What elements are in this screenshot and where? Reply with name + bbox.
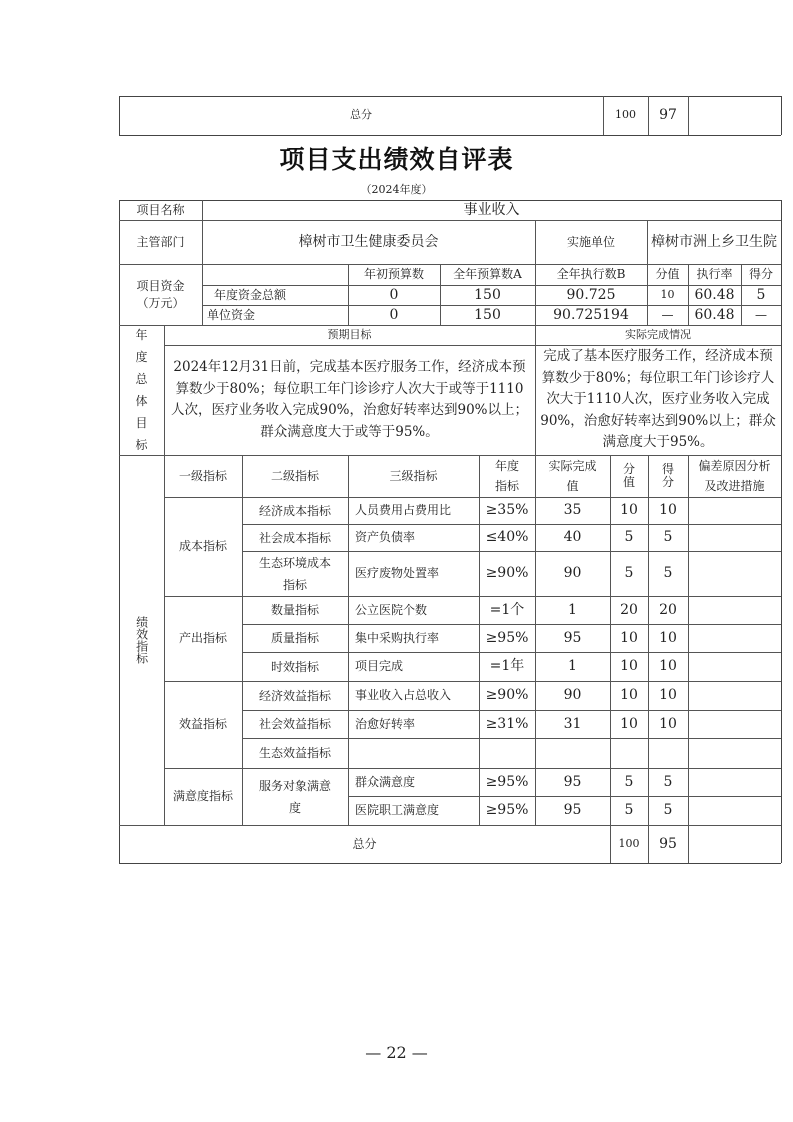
ind-header: 年度指标	[494, 459, 519, 493]
indicator-l2: 生态环境成本指标	[258, 555, 331, 592]
indicator-actual: 1	[568, 601, 577, 618]
level1-indicator: 满意度指标	[172, 789, 233, 804]
funds-cell: 90.725194	[553, 306, 629, 323]
funds-cell: 5	[756, 286, 766, 303]
funds-header: 执行率	[696, 267, 733, 282]
indicator-score: 20	[659, 601, 677, 618]
funds-cell: 150	[474, 286, 501, 303]
indicator-note	[688, 652, 781, 681]
indicator-l2: 服务对象满意度	[258, 778, 331, 815]
indicator-l3	[348, 738, 479, 768]
indicator-l2: 社会成本指标	[258, 530, 331, 545]
indicator-note	[688, 497, 781, 524]
total-weight: 100	[618, 836, 640, 850]
project-name-label: 项目名称	[136, 202, 185, 217]
indicator-actual: 35	[563, 502, 582, 519]
indicator-target: ≥31%	[485, 715, 529, 732]
indicator-l3: 人员费用占费用比	[355, 503, 452, 518]
funds-cell: —	[661, 307, 674, 322]
page-title: 项目支出绩效自评表	[279, 145, 514, 174]
ind-header: 得分	[661, 462, 674, 489]
indicator-note	[688, 551, 781, 596]
indicator-weight	[610, 738, 648, 768]
funds-header: 得分	[748, 267, 773, 282]
indicator-score: 10	[659, 502, 677, 519]
indicator-l3: 事业收入占总收入	[355, 688, 452, 703]
funds-cell: 10	[660, 287, 675, 301]
indicator-note	[688, 524, 781, 551]
indicator-actual: 90	[563, 687, 582, 704]
indicator-target: =1个	[489, 601, 525, 618]
indicator-actual: 90	[563, 565, 582, 582]
expected-goal-text: 2024年12月31日前，完成基本医疗服务工作，经济成本预算数少于80%；每位职工年门诊诊疗人次大于或等于1110人次，医疗业务收入完成90%，治愈好转率达到90%以上；群众满意度大于或等于95%。	[170, 359, 528, 440]
expected-goal-header: 预期目标	[327, 327, 372, 341]
indicator-weight: 5	[624, 773, 634, 790]
indicator-weight: 5	[624, 529, 634, 546]
indicator-note	[688, 624, 781, 652]
indicator-note	[688, 768, 781, 796]
goals-label: 年度总体目标	[135, 328, 148, 452]
indicator-l3: 项目完成	[355, 659, 404, 674]
indicator-actual: 95	[563, 802, 582, 819]
indicator-actual: 95	[563, 773, 582, 790]
total-label: 总分	[352, 836, 377, 851]
indicator-score: 5	[663, 773, 673, 790]
funds-label	[119, 264, 202, 325]
impl-value: 樟树市洲上乡卫生院	[651, 234, 777, 250]
indicator-actual: 31	[563, 715, 582, 732]
indicator-weight: 10	[620, 658, 638, 675]
funds-cell: —	[755, 307, 767, 322]
dept-label: 主管部门	[136, 234, 185, 249]
indicator-score: 5	[663, 565, 673, 582]
ind-header: 二级指标	[270, 468, 319, 483]
indicator-note	[688, 796, 781, 825]
indicator-score: 10	[659, 658, 677, 675]
indicator-actual: 40	[563, 529, 582, 546]
funds-cell: 0	[389, 286, 399, 303]
funds-cell: 150	[474, 306, 501, 323]
prev-total-score: 97	[659, 107, 677, 124]
indicator-note	[688, 738, 781, 768]
funds-cell: 60.48	[694, 306, 735, 323]
indicator-l3: 医院职工满意度	[355, 803, 440, 818]
level1-indicator: 效益指标	[178, 717, 227, 732]
ind-header: 分值	[622, 462, 635, 489]
indicator-score: 10	[659, 715, 677, 732]
indicator-score: 5	[663, 529, 673, 546]
indicator-weight: 20	[620, 601, 638, 618]
funds-header: 分值	[655, 267, 680, 282]
indicator-actual: 1	[568, 658, 577, 675]
page-number: — 22 —	[365, 1043, 428, 1062]
indicator-target: ≥90%	[485, 565, 529, 582]
indicator-weight: 10	[620, 629, 638, 646]
indicator-l3: 医疗废物处置率	[355, 566, 440, 581]
indicator-l2: 社会效益指标	[258, 717, 331, 731]
indicator-weight: 10	[620, 715, 638, 732]
indicator-l2: 时效指标	[270, 659, 319, 674]
indicator-score	[648, 738, 688, 768]
level1-indicator: 产出指标	[178, 631, 227, 646]
ind-header: 偏差原因分析及改进措施	[698, 459, 771, 493]
indicator-l3: 公立医院个数	[355, 602, 428, 617]
project-name-value: 事业收入	[463, 201, 520, 218]
indicator-target: ≤40%	[485, 529, 529, 546]
indicator-weight: 5	[624, 565, 634, 582]
indicator-target	[479, 738, 535, 768]
indicator-l2: 经济成本指标	[258, 503, 331, 518]
ind-header: 实际完成值	[548, 459, 597, 493]
funds-header: 全年预算数A	[453, 267, 522, 282]
indicator-target: =1年	[489, 658, 525, 675]
indicator-note	[688, 681, 781, 710]
funds-label-line1: 项目资金	[136, 279, 185, 294]
indicator-target: ≥90%	[485, 687, 529, 704]
indicator-target: ≥35%	[485, 502, 529, 519]
funds-cell: 0	[389, 306, 399, 323]
funds-row-name: 年度资金总额	[214, 287, 287, 302]
indicators-section-label: 绩效指标	[134, 616, 149, 664]
ind-header: 一级指标	[178, 468, 227, 483]
indicator-note	[688, 710, 781, 738]
indicator-target: ≥95%	[485, 773, 529, 790]
indicator-actual	[535, 738, 610, 768]
impl-label: 实施单位	[566, 234, 615, 249]
funds-label-line2: （万元）	[136, 295, 185, 310]
indicator-score: 5	[663, 802, 673, 819]
actual-result-text: 完成了基本医疗服务工作，经济成本预算数少于80%；每位职工年门诊诊疗人次大于1110人次，医疗业务收入完成90%，治愈好转率达到90%以上；群众满意度大于95%。	[540, 348, 776, 451]
indicator-score: 10	[659, 629, 677, 646]
indicator-l3: 群众满意度	[355, 774, 416, 789]
actual-result-header: 实际完成情况	[625, 327, 691, 341]
indicator-target: ≥95%	[485, 629, 529, 646]
indicator-weight: 10	[620, 687, 638, 704]
indicator-l3: 资产负债率	[355, 530, 416, 545]
indicator-weight: 10	[620, 502, 638, 519]
dept-value: 樟树市卫生健康委员会	[298, 233, 439, 250]
funds-cell: 60.48	[694, 286, 735, 303]
indicator-target: ≥95%	[485, 802, 529, 819]
indicator-l2: 经济效益指标	[258, 688, 331, 703]
indicator-l3: 治愈好转率	[355, 716, 416, 731]
indicator-l2: 生态效益指标	[258, 746, 331, 760]
indicator-actual: 95	[563, 629, 582, 646]
funds-header: 年初预算数	[363, 267, 424, 282]
prev-total-weight: 100	[615, 108, 636, 122]
page-subtitle: （2024年度）	[360, 183, 433, 196]
indicator-l3: 集中采购执行率	[355, 630, 440, 645]
prev-total-label: 总分	[350, 108, 372, 122]
funds-header: 全年执行数B	[556, 267, 626, 282]
funds-cell: 90.725	[566, 286, 616, 303]
indicator-score: 10	[659, 687, 677, 704]
ind-header: 三级指标	[389, 468, 438, 483]
indicator-l2: 质量指标	[270, 631, 319, 645]
indicator-l2: 数量指标	[270, 603, 319, 617]
indicator-note	[688, 596, 781, 624]
funds-row-name: 单位资金	[207, 307, 256, 322]
total-score: 95	[659, 835, 677, 852]
level1-indicator: 成本指标	[178, 539, 227, 554]
indicator-weight: 5	[624, 802, 634, 819]
